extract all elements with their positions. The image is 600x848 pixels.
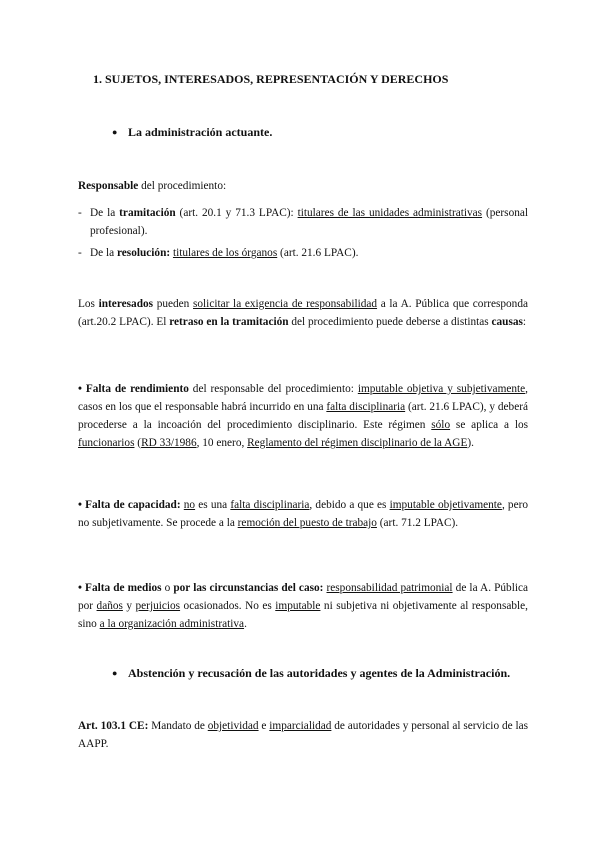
medios-paragraph: • Falta de medios o por las circunstancias del caso: responsabilidad patrimonial de la A. Pública por daños y perjuicios ocasionados. No es imputable ni subjetiva ni objetivamente al responsable, sino a la organización administrativa. [78,582,529,630]
dash-icon: - [78,247,82,259]
rendimiento-paragraph: • Falta de rendimiento del responsable del procedimiento: imputable objetiva y subjetivamente, casos en los que el responsable habrá incurrido en una falta disciplinaria (art. 21.6 LPAC), y deberá procederse a la incoación del procedimiento disciplinario. Este régimen sólo se aplica a los funcionarios (RD 33/1986, 10 enero, Reglamento del régimen disciplinario de la AGE). [78,383,528,449]
responsable-paragraph: Responsable del procedimiento: [78,180,227,192]
art103-paragraph: Art. 103.1 CE: Mandato de objetividad e imparcialidad de autoridades y personal al servicio de las AAPP. [78,720,529,750]
capacidad-paragraph: • Falta de capacidad: no es una falta disciplinaria, debido a que es imputable objetivamente, pero no subjetivamente. Se procede a la remoción del puesto de trabajo (art. 71.2 LPAC). [78,499,529,529]
section-heading: 1. SUJETOS, INTERESADOS, REPRESENTACIÓN Y DERECHOS [93,72,449,86]
list-item: - De la tramitación (art. 20.1 y 71.3 LPAC): titulares de las unidades administrativas (personal profesional). [78,204,528,240]
dash-icon: - [78,207,82,219]
bullet-icon: ● [112,668,118,678]
interesados-paragraph: Los interesados pueden solicitar la exigencia de responsabilidad a la A. Pública que corresponda (art.20.2 LPAC). El retraso en la tramitación del procedimiento puede deberse a distintas causas: [78,298,528,328]
bullet-icon: ● [112,127,118,137]
subsection-title-administracion: ● La administración actuante. [112,125,273,139]
subsection-title-abstencion: ● Abstención y recusación de las autoridades y agentes de la Administración. [112,666,511,680]
list-item: - De la resolución: titulares de los órganos (art. 21.6 LPAC). [78,244,528,262]
